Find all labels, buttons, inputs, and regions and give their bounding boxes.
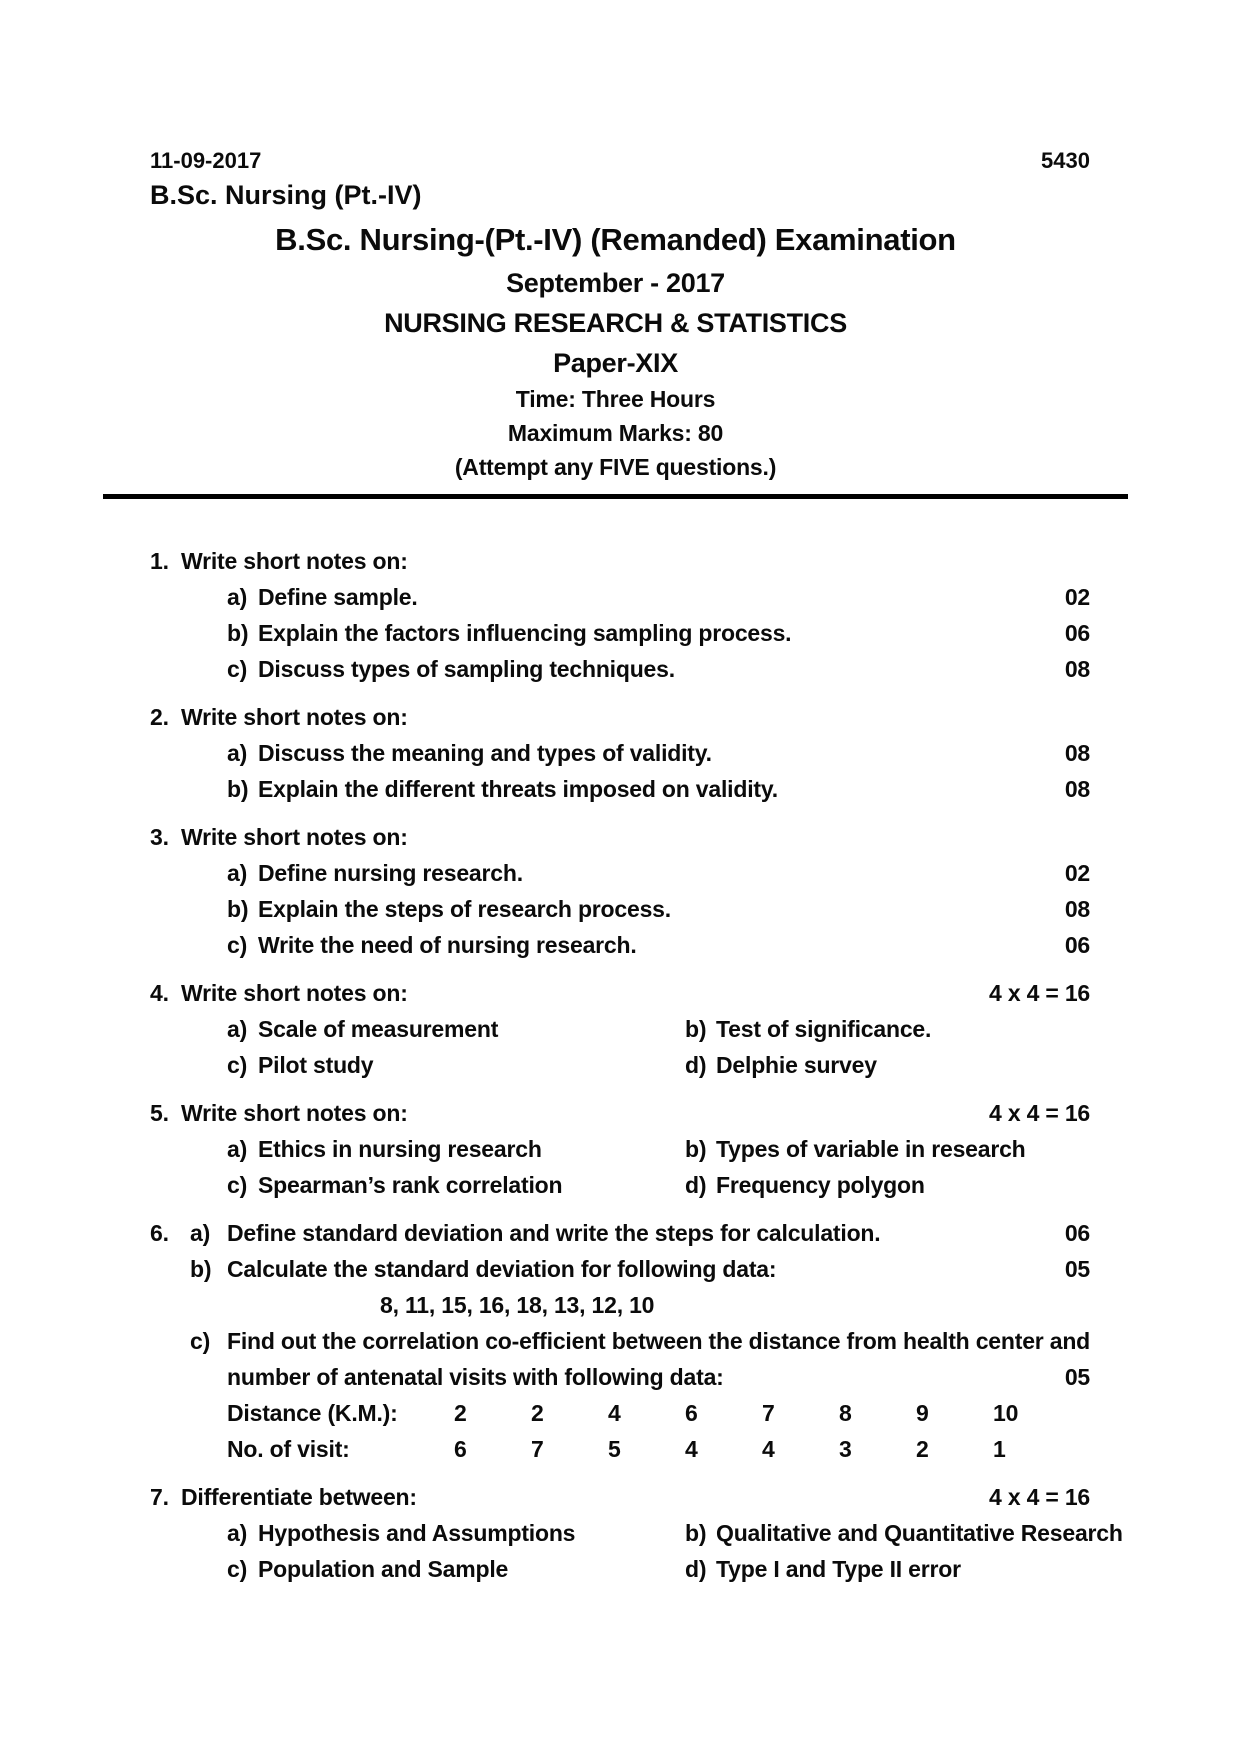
pair-right: [685, 1515, 1123, 1551]
subitem-text: Discuss the meaning and types of validity.: [258, 740, 712, 766]
subitem-label: b): [685, 1520, 707, 1546]
question-subitem-pair: [227, 1167, 1090, 1203]
question-number: 5.: [150, 1100, 169, 1126]
question-heading: [150, 543, 1090, 579]
question-number: 6.: [150, 1220, 169, 1246]
exam-title: B.Sc. Nursing-(Pt.-IV) (Remanded) Examination: [275, 222, 956, 257]
question-number: 3.: [150, 824, 169, 850]
question-2: [150, 699, 1090, 807]
divider-rule: [103, 494, 1128, 499]
subitem-label: d): [685, 1052, 707, 1078]
subitem-label: a): [227, 860, 248, 886]
pair-left: [227, 1011, 685, 1047]
question-subitem: [227, 927, 1090, 963]
question-subitem: [227, 891, 1090, 927]
subitem-text: Calculate the standard deviation for following data:: [227, 1256, 777, 1282]
subitem-text: Write the need of nursing research.: [258, 932, 637, 958]
marks-value: 4 x 4 = 16: [989, 1484, 1090, 1510]
subitem-text: Qualitative and Quantitative Research: [716, 1520, 1123, 1546]
subitem-label: a): [227, 1016, 248, 1042]
question-number: 2.: [150, 704, 169, 730]
question-heading: [150, 975, 1090, 1011]
subitem-label: c): [227, 1556, 248, 1582]
subitem-label: b): [190, 1256, 212, 1282]
question-subitem-pair: [227, 1047, 1090, 1083]
header-row: [103, 148, 1128, 174]
subitem-label: c): [227, 1052, 248, 1078]
marks-value: 05: [1064, 1256, 1090, 1282]
subitem-text: Scale of measurement: [258, 1016, 499, 1042]
pair-right: [685, 1551, 961, 1587]
pair-left: [227, 1131, 685, 1167]
question-number: 1.: [150, 548, 169, 574]
marks-value: 4 x 4 = 16: [989, 980, 1090, 1006]
question-text: Differentiate between:: [181, 1484, 417, 1510]
subitem-label: a): [227, 1136, 248, 1162]
pair-left: [227, 1515, 685, 1551]
question-heading: [150, 1479, 1090, 1515]
table-cell-value: 7: [531, 1436, 544, 1462]
subitem-text: Define standard deviation and write the steps for calculation.: [227, 1220, 881, 1246]
table-cell-value: 6: [685, 1400, 698, 1426]
subitem-text: Define nursing research.: [258, 860, 523, 886]
question-part: [150, 1323, 1090, 1359]
question-7: [150, 1479, 1123, 1587]
table-cell-value: 6: [454, 1436, 467, 1462]
subitem-text: Find out the correlation co-efficient between the distance from health center and: [227, 1328, 1091, 1354]
paper-number: Paper-XIX: [553, 348, 678, 378]
question-text: Write short notes on:: [181, 1100, 408, 1126]
question-subitem: [227, 615, 1090, 651]
question-subitem-pair: [227, 1011, 1090, 1047]
marks-value: 08: [1064, 776, 1090, 802]
table-cell-value: 5: [608, 1436, 621, 1462]
table-cell-value: 7: [762, 1400, 775, 1426]
exam-time: Time: Three Hours: [515, 386, 716, 412]
question-3: [150, 819, 1090, 963]
subitem-text: Discuss types of sampling techniques.: [258, 656, 675, 682]
table-row: [227, 1431, 1090, 1467]
question-6: [150, 1215, 1090, 1467]
table-cell-value: 10: [993, 1400, 1019, 1426]
question-heading: [150, 699, 1090, 735]
continuation-text: number of antenatal visits with following data:: [227, 1364, 724, 1390]
subitem-label: b): [227, 896, 249, 922]
subitem-label: d): [685, 1556, 707, 1582]
marks-value: 08: [1064, 656, 1090, 682]
question-subitem: [227, 579, 1090, 615]
continuation-line: [227, 1359, 1090, 1395]
question-number: 4.: [150, 980, 169, 1006]
marks-value: 02: [1064, 584, 1090, 610]
subitem-label: a): [227, 584, 248, 610]
table-row-label: Distance (K.M.):: [227, 1400, 398, 1426]
subitem-text: Hypothesis and Assumptions: [258, 1520, 576, 1546]
table-cell-value: 4: [762, 1436, 775, 1462]
subitem-label: a): [227, 740, 248, 766]
exam-instruction: (Attempt any FIVE questions.): [454, 454, 777, 480]
question-1: [150, 543, 1090, 687]
question-text: Write short notes on:: [181, 704, 408, 730]
question-4: [150, 975, 1090, 1083]
subitem-text: Explain the factors influencing sampling process.: [258, 620, 792, 646]
table-cell-value: 3: [839, 1436, 852, 1462]
page-content: [103, 0, 1128, 1587]
subitem-label: b): [685, 1136, 707, 1162]
question-heading: [150, 1095, 1090, 1131]
table-cell-value: 2: [531, 1400, 544, 1426]
subitem-text: Explain the steps of research process.: [258, 896, 671, 922]
marks-value: 08: [1064, 740, 1090, 766]
subitem-text: Pilot study: [258, 1052, 374, 1078]
table-cell-value: 1: [993, 1436, 1006, 1462]
question-subitem-pair: [227, 1515, 1123, 1551]
question-heading: [150, 819, 1090, 855]
subitem-label: a): [190, 1220, 211, 1246]
marks-value: 02: [1064, 860, 1090, 886]
question-subitem: [227, 855, 1090, 891]
subitem-text: Population and Sample: [258, 1556, 509, 1582]
subitem-text: Explain the different threats imposed on validity.: [258, 776, 778, 802]
subitem-label: c): [190, 1328, 211, 1354]
question-5: [150, 1095, 1090, 1203]
table-cell-value: 2: [916, 1436, 929, 1462]
paper-code: 5430: [1041, 148, 1090, 173]
question-text: Write short notes on:: [181, 824, 408, 850]
table-cell-value: 4: [685, 1436, 698, 1462]
question-text: Write short notes on:: [181, 548, 408, 574]
subitem-label: d): [685, 1172, 707, 1198]
table-cell-value: 9: [916, 1400, 929, 1426]
subitem-label: c): [227, 656, 248, 682]
subitem-text: Frequency polygon: [716, 1172, 925, 1198]
page-date: 11-09-2017: [150, 148, 262, 173]
data-values-text: 8, 11, 15, 16, 18, 13, 12, 10: [380, 1292, 655, 1318]
course-name: B.Sc. Nursing (Pt.-IV): [150, 180, 422, 210]
question-subitem: [227, 735, 1090, 771]
table-cell-value: 8: [839, 1400, 852, 1426]
subitem-text: Spearman’s rank correlation: [258, 1172, 563, 1198]
marks-value: 06: [1064, 1220, 1090, 1246]
table-row-label: No. of visit:: [227, 1436, 350, 1462]
subitem-label: a): [227, 1520, 248, 1546]
pair-left: [227, 1167, 685, 1203]
marks-value: 4 x 4 = 16: [989, 1100, 1090, 1126]
subitem-label: b): [227, 776, 249, 802]
question-part: [150, 1215, 1090, 1251]
subitem-label: c): [227, 932, 248, 958]
subitem-label: b): [227, 620, 249, 646]
subitem-text: Test of significance.: [716, 1016, 932, 1042]
question-subitem: [227, 771, 1090, 807]
marks-value: 06: [1064, 932, 1090, 958]
pair-left: [227, 1551, 685, 1587]
table-row: [227, 1395, 1090, 1431]
subitem-text: Define sample.: [258, 584, 418, 610]
exam-session: September - 2017: [506, 268, 725, 298]
subitem-label: c): [227, 1172, 248, 1198]
exam-subject: NURSING RESEARCH & STATISTICS: [384, 308, 847, 338]
question-text: Write short notes on:: [181, 980, 408, 1006]
marks-value: 06: [1064, 620, 1090, 646]
question-subitem-pair: [227, 1551, 1090, 1587]
marks-value: 08: [1064, 896, 1090, 922]
exam-max-marks: Maximum Marks: 80: [507, 420, 724, 446]
questions-list: [103, 543, 1128, 1587]
subitem-text: Type I and Type II error: [716, 1556, 961, 1582]
pair-right: [685, 1131, 1026, 1167]
pair-right: [685, 1011, 931, 1047]
question-part: [150, 1251, 1090, 1287]
subitem-label: b): [685, 1016, 707, 1042]
question-subitem-pair: [227, 1131, 1090, 1167]
question-number: 7.: [150, 1484, 169, 1510]
question-subitem: [227, 651, 1090, 687]
pair-right: [685, 1047, 877, 1083]
subitem-text: Delphie survey: [716, 1052, 877, 1078]
subitem-text: Ethics in nursing research: [258, 1136, 542, 1162]
marks-value: 05: [1064, 1364, 1090, 1390]
table-cell-value: 2: [454, 1400, 467, 1426]
pair-left: [227, 1047, 685, 1083]
pair-right: [685, 1167, 925, 1203]
subitem-text: Types of variable in research: [716, 1136, 1026, 1162]
data-values-line: [380, 1287, 1090, 1323]
table-cell-value: 4: [608, 1400, 621, 1426]
